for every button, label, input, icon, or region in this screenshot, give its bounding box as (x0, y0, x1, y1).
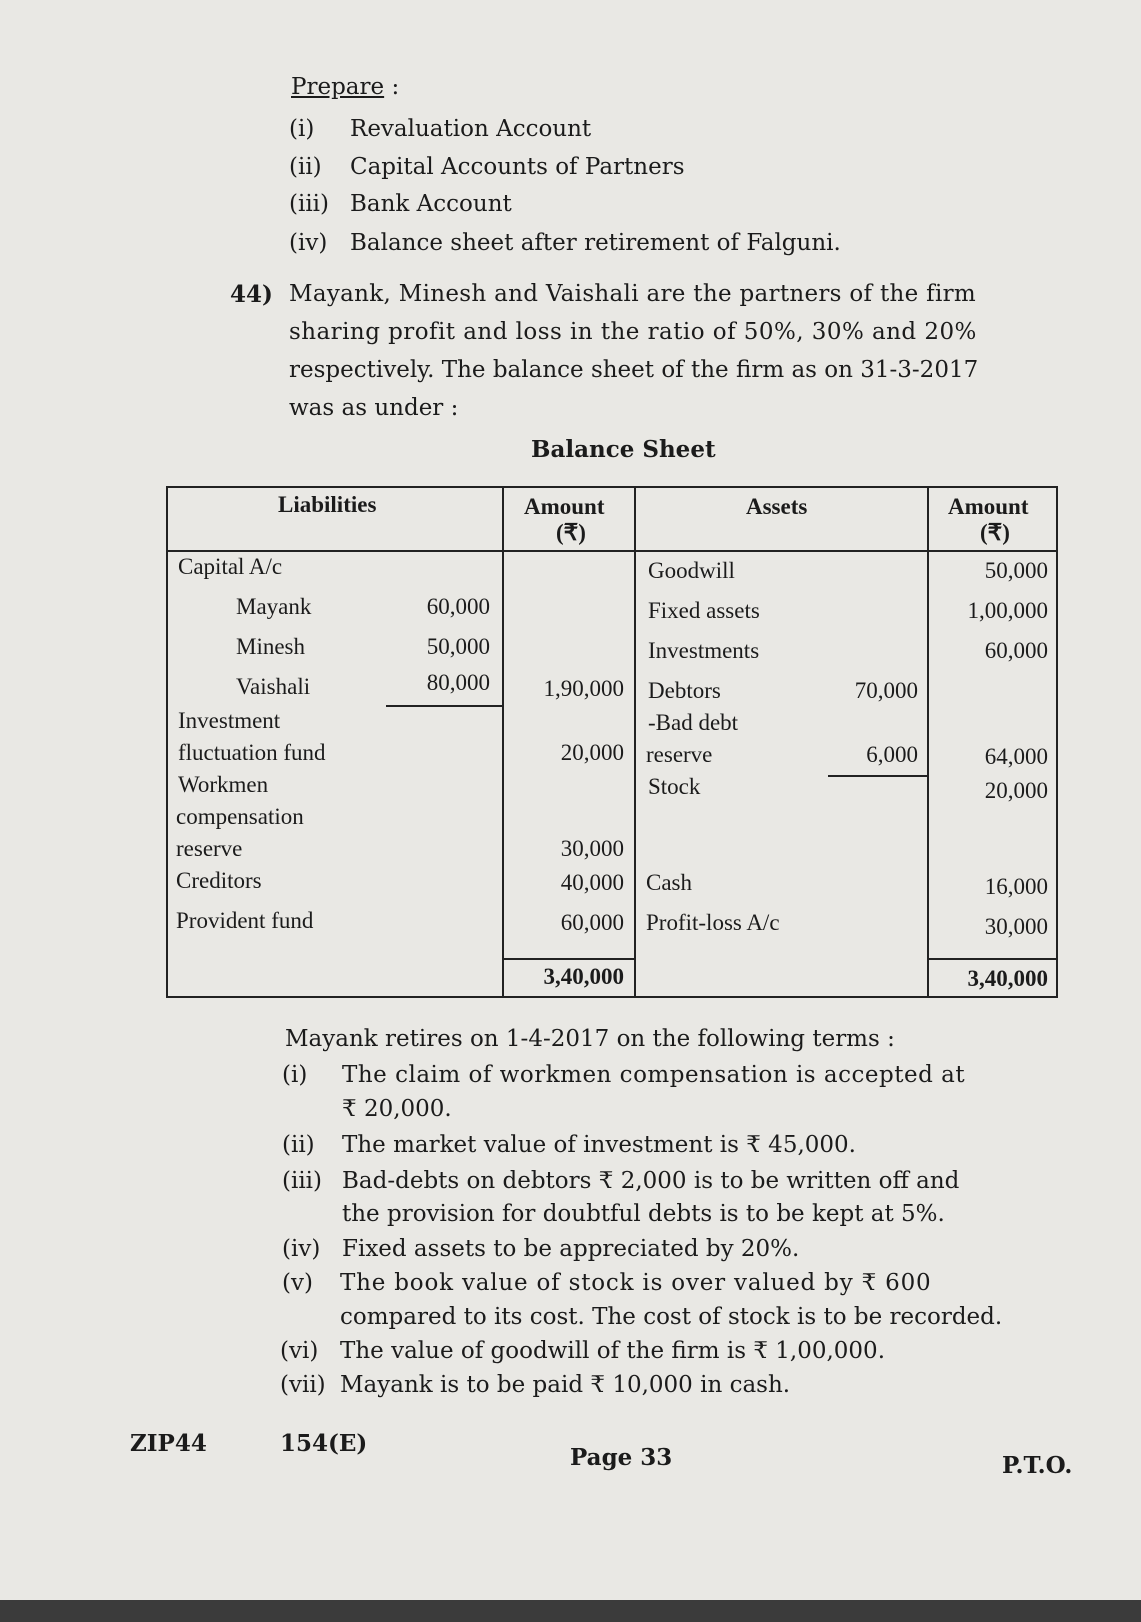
term-text: Fixed assets to be appreciated by 20%. (342, 1236, 800, 1262)
partner-capital: 60,000 (426, 594, 490, 619)
prepare-colon: : (391, 74, 400, 100)
header-currency-right: (₹) (980, 520, 1010, 545)
pl-value: 30,000 (984, 914, 1048, 939)
creditors-label: Creditors (176, 868, 262, 893)
footer-paper: 154(E) (280, 1430, 368, 1457)
question-line: sharing profit and loss in the ratio of 50%, 30% and 20% (289, 319, 977, 345)
fixed-assets-value: 1,00,000 (967, 598, 1048, 623)
pl-label: Profit-loss A/c (646, 910, 780, 935)
debtors-value: 70,000 (854, 678, 918, 703)
stock-label: Stock (648, 774, 701, 799)
fixed-assets-label: Fixed assets (648, 598, 760, 623)
prepare-item (289, 116, 314, 142)
bad-debt-value: 6,000 (866, 742, 918, 767)
header-liabilities: Liabilities (278, 492, 377, 517)
term-text: compared to its cost. The cost of stock is to be recorded. (340, 1304, 1003, 1330)
prepare-item-text: Bank Account (350, 191, 512, 217)
column-divider (927, 488, 929, 996)
prepare-item-num: (iii) (289, 191, 330, 217)
question-line: respectively. The balance sheet of the firm as on 31-3-2017 (289, 357, 979, 383)
prepare-heading-row (291, 74, 399, 100)
question-line: was as under : (289, 395, 459, 421)
cash-value: 16,000 (984, 874, 1048, 899)
footer-code: ZIP44 (130, 1430, 207, 1457)
balance-sheet-title: Balance Sheet (531, 436, 716, 463)
partner-capital: 80,000 (426, 670, 490, 695)
investment-fund-label: fluctuation fund (178, 740, 326, 765)
header-amount-left: Amount (524, 494, 605, 519)
goodwill-label: Goodwill (648, 558, 735, 583)
term-text: The market value of investment is ₹ 45,000. (342, 1132, 856, 1158)
cash-label: Cash (646, 870, 692, 895)
debtors-label: Debtors (648, 678, 721, 703)
term-text: The book value of stock is over valued by ₹ 600 (340, 1270, 932, 1296)
balance-sheet-table (166, 486, 1058, 998)
term-text: ₹ 20,000. (342, 1096, 452, 1122)
term-text: Mayank is to be paid ₹ 10,000 in cash. (340, 1372, 791, 1398)
partner-capital: 50,000 (426, 634, 490, 659)
prepare-item-num: (i) (289, 116, 315, 142)
prepare-heading: Prepare (291, 74, 385, 100)
term-num: (iii) (282, 1168, 323, 1194)
liabilities-total: 3,40,000 (543, 964, 624, 989)
investment-fund-value: 20,000 (560, 740, 624, 765)
header-amount-right: Amount (948, 494, 1029, 519)
workmen-value: 30,000 (560, 836, 624, 861)
workmen-label: reserve (176, 836, 243, 861)
prepare-item-text: Balance sheet after retirement of Falguni. (350, 230, 841, 256)
term-num: (vii) (280, 1372, 326, 1398)
column-divider (502, 488, 504, 996)
provident-value: 60,000 (560, 910, 624, 935)
prepare-item (289, 154, 322, 180)
prepare-item-num: (iv) (289, 230, 328, 256)
footer-pto: P.T.O. (1002, 1452, 1073, 1479)
header-currency-left: (₹) (556, 520, 586, 545)
investments-label: Investments (648, 638, 760, 663)
prepare-item (289, 230, 327, 256)
column-divider (634, 488, 636, 996)
creditors-value: 40,000 (560, 870, 624, 895)
term-num: (iv) (282, 1236, 321, 1262)
prepare-item-text: Revaluation Account (350, 116, 592, 142)
term-num: (v) (282, 1270, 313, 1296)
investment-fund-label: Investment (178, 708, 281, 733)
investments-value: 60,000 (984, 638, 1048, 663)
scan-edge (0, 1600, 1141, 1622)
net-debtors-value: 64,000 (984, 744, 1048, 769)
partner-name: Vaishali (236, 674, 311, 699)
capital-label: Capital A/c (178, 554, 283, 579)
workmen-label: compensation (176, 804, 304, 829)
debtors-rule (828, 775, 927, 777)
capital-total: 1,90,000 (543, 676, 624, 701)
total-rule-left (502, 958, 634, 960)
provident-label: Provident fund (176, 908, 314, 933)
question-number: 44) (230, 281, 273, 308)
partner-name: Mayank (236, 594, 312, 619)
term-num: (i) (282, 1062, 308, 1088)
term-text: The claim of workmen compensation is accepted at (342, 1062, 966, 1088)
goodwill-value: 50,000 (984, 558, 1048, 583)
term-num: (ii) (282, 1132, 315, 1158)
bad-debt-label: -Bad debt (648, 710, 739, 735)
term-text: Bad-debts on debtors ₹ 2,000 is to be written off and (342, 1168, 960, 1194)
term-text: the provision for doubtful debts is to be kept at 5%. (342, 1201, 945, 1227)
partner-name: Minesh (236, 634, 305, 659)
header-divider (168, 550, 1056, 552)
term-num: (vi) (280, 1338, 319, 1364)
terms-intro: Mayank retires on 1-4-2017 on the following terms : (285, 1026, 895, 1052)
bad-debt-label: reserve (646, 742, 713, 767)
prepare-item (289, 191, 329, 217)
total-rule-right (927, 958, 1058, 960)
workmen-label: Workmen (178, 772, 269, 797)
term-text: The value of goodwill of the firm is ₹ 1,00,000. (340, 1338, 886, 1364)
question-line: Mayank, Minesh and Vaishali are the partners of the firm (289, 281, 977, 307)
prepare-item-num: (ii) (289, 154, 322, 180)
header-assets: Assets (746, 494, 808, 519)
stock-value: 20,000 (984, 778, 1048, 803)
assets-total: 3,40,000 (967, 966, 1048, 991)
footer-page-number: Page 33 (570, 1444, 673, 1471)
subtotal-rule (386, 705, 502, 707)
prepare-item-text: Capital Accounts of Partners (350, 154, 685, 180)
